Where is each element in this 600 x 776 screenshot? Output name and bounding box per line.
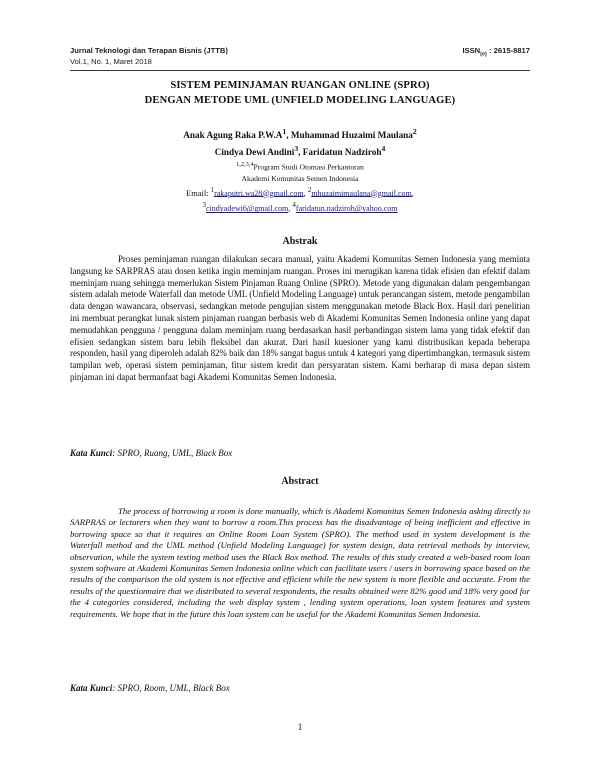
author-block	[70, 125, 530, 215]
author-line-1	[70, 125, 530, 142]
email-label: Email:	[186, 188, 211, 198]
abstrak-heading: Abstrak	[282, 236, 318, 247]
affiliation-program: Program Studi Otomasi Perkantoran	[253, 162, 364, 172]
author-1-sup: 1	[282, 127, 287, 136]
email-3-link[interactable]: cindyadewi6@gmail.com	[206, 204, 289, 214]
kata-kunci-en	[70, 683, 230, 693]
title-line-1: SISTEM PEMINJAMAN RUANGAN ONLINE (SPRO)	[170, 80, 430, 91]
affiliation-line-1	[70, 159, 530, 173]
author-2: , Muhammad Huzaimi Maulana	[286, 130, 413, 141]
author-3-sup: 3	[294, 144, 299, 154]
journal-name: Jurnal Teknologi dan Terapan Bisnis (JTTB)	[70, 46, 228, 55]
header-divider	[70, 70, 530, 71]
issn-label: ISSN	[462, 46, 481, 55]
kata-kunci-id-value: : SPRO, Ruang, UML, Black Box	[112, 448, 233, 458]
author-2-sup: 2	[412, 127, 417, 136]
kata-kunci-id	[70, 448, 232, 458]
issn-sub: (e)	[480, 51, 487, 58]
email-4-sup: 4	[292, 201, 296, 210]
journal-volume: Vol.1, No. 1, Maret 2018	[70, 56, 152, 66]
author-4: , Faridatun Nadziroh	[298, 147, 382, 158]
email-4-link[interactable]: faridatun.nadziroh@yahoo.com	[295, 204, 398, 214]
page-number: 1	[297, 722, 303, 732]
title-line-2: DENGAN METODE UML (UNFIELD MODELING LANGUAGE)	[144, 95, 456, 106]
affiliation-sup: 1,2,3,4	[236, 161, 254, 169]
abstrak-text: Proses peminjaman ruangan dilakukan secara manual, yaitu Akademi Komunitas Semen Indonesia yang meminta langsung ke SARPRAS atau dosen ketika ingin meminjam ruangan. Proses ini merugikan karena tidak efisien dan efektif dalam meminjam ruang sehingga memerlukan Sistem Pinjaman Ruang Online (SPRO). Metode yang digunakan dalam pengembangan sistem adalah metode Waterfall dan metode UML (Unfield Modeling Language) untuk perancangan sistem, metode pengambilan data dengan wawancara, observasi, sedangkan metode pengujian sistem menggunakan metode Black Box. Hasil dari penelitian ini membuat perangkat lunak sistem pinjaman ruangan berbasis web di Akademi Komunitas Semen Indonesia online yang dapat memudahkan pengguna / pengguna dalam meminjam ruang berdasarkan hasil perbandingan sistem lama yang tidak efektif dan efisien sedangkan sistem baru lebih fleksibel dan akurat. Dari hasil kuesioner yang kami distribusikan kepada beberapa responden, hasil yang diperoleh adalah 82% baik dan 18% sangat bagus untuk 4 kategori yang dipertimbangkan, termasuk sistem tampilan web, operasi sistem peminjaman, fitur sistem kredit dan persyaratan sistem. Kami berharap di masa depan sistem pinjaman ini dapat bermanfaat bagi Akademi Komunitas Semen Indonesia.	[70, 254, 530, 382]
abstrak-body	[70, 254, 530, 384]
kata-kunci-en-value: : SPRO, Room, UML, Black Box	[112, 683, 230, 693]
abstract-body	[70, 506, 530, 620]
email-3-sup: 3	[202, 201, 206, 210]
author-4-sup: 4	[381, 144, 386, 154]
journal-header	[70, 46, 228, 67]
abstract-text: The process of borrowing a room is done manually, which is Akademi Komunitas Semen Indonesia asking directly to SARPRAS or lecturers when they want to borrow a room.This process has the disadvantage of being inefficient and effective in borrowing space so that it requires an Online Room Loan System (SPRO). The method used in system development is the Waterfall method and the UML method (Unfield Modeling Language) for system design, data retrieval methods by interview, observation, while the system testing method uses the Black Box method. The results of this study created a web-based room loan system software at Akademi Komunitas Semen Indonesia online which can facilitate users / users in borrowing space based on the results of the comparison the old system is not effective and efficient while the new system is more flexible and accurate. From the results of the questionnaire that we distributed to several respondents, the results obtained were 82% good and 18% very good for the 4 categories considered, including the web display system , lending system operations, loan system features and system requirements. We hope that in the future this loan system can be useful for the Akademi Komunitas Semen Indonesia.	[70, 506, 530, 619]
affiliation-line-2: Akademi Komunitas Semen Indonesia	[241, 173, 359, 183]
email-1-link[interactable]: rakaputri.wa28@gmail.com	[214, 188, 304, 198]
kata-kunci-id-label: Kata Kunci	[70, 448, 113, 458]
email-2-sup: 2	[307, 185, 312, 194]
email-1-sup: 1	[210, 185, 215, 194]
author-3: Cindya Dewi Andini	[214, 147, 295, 158]
kata-kunci-en-label: Kata Kunci	[70, 683, 113, 693]
email-2-link[interactable]: mhuzaimimaulana@gmail.com	[311, 188, 412, 198]
author-1: Anak Agung Raka P.W.A	[183, 130, 283, 141]
issn	[462, 46, 530, 58]
abstract-heading: Abstract	[281, 476, 319, 487]
email-line-2: $^3$cindyadewi6@gmail.com, $^4$faridatun.nadziroh@yahoo.com	[202, 201, 398, 214]
paper-title	[70, 78, 530, 108]
author-line-2	[70, 142, 530, 159]
issn-value: : 2615-8817	[489, 46, 530, 55]
email-line-1: Email: $^1$rakaputri.wa28@gmail.com, $^2$mhuzaimimaulana@gmail.com,	[186, 185, 414, 198]
